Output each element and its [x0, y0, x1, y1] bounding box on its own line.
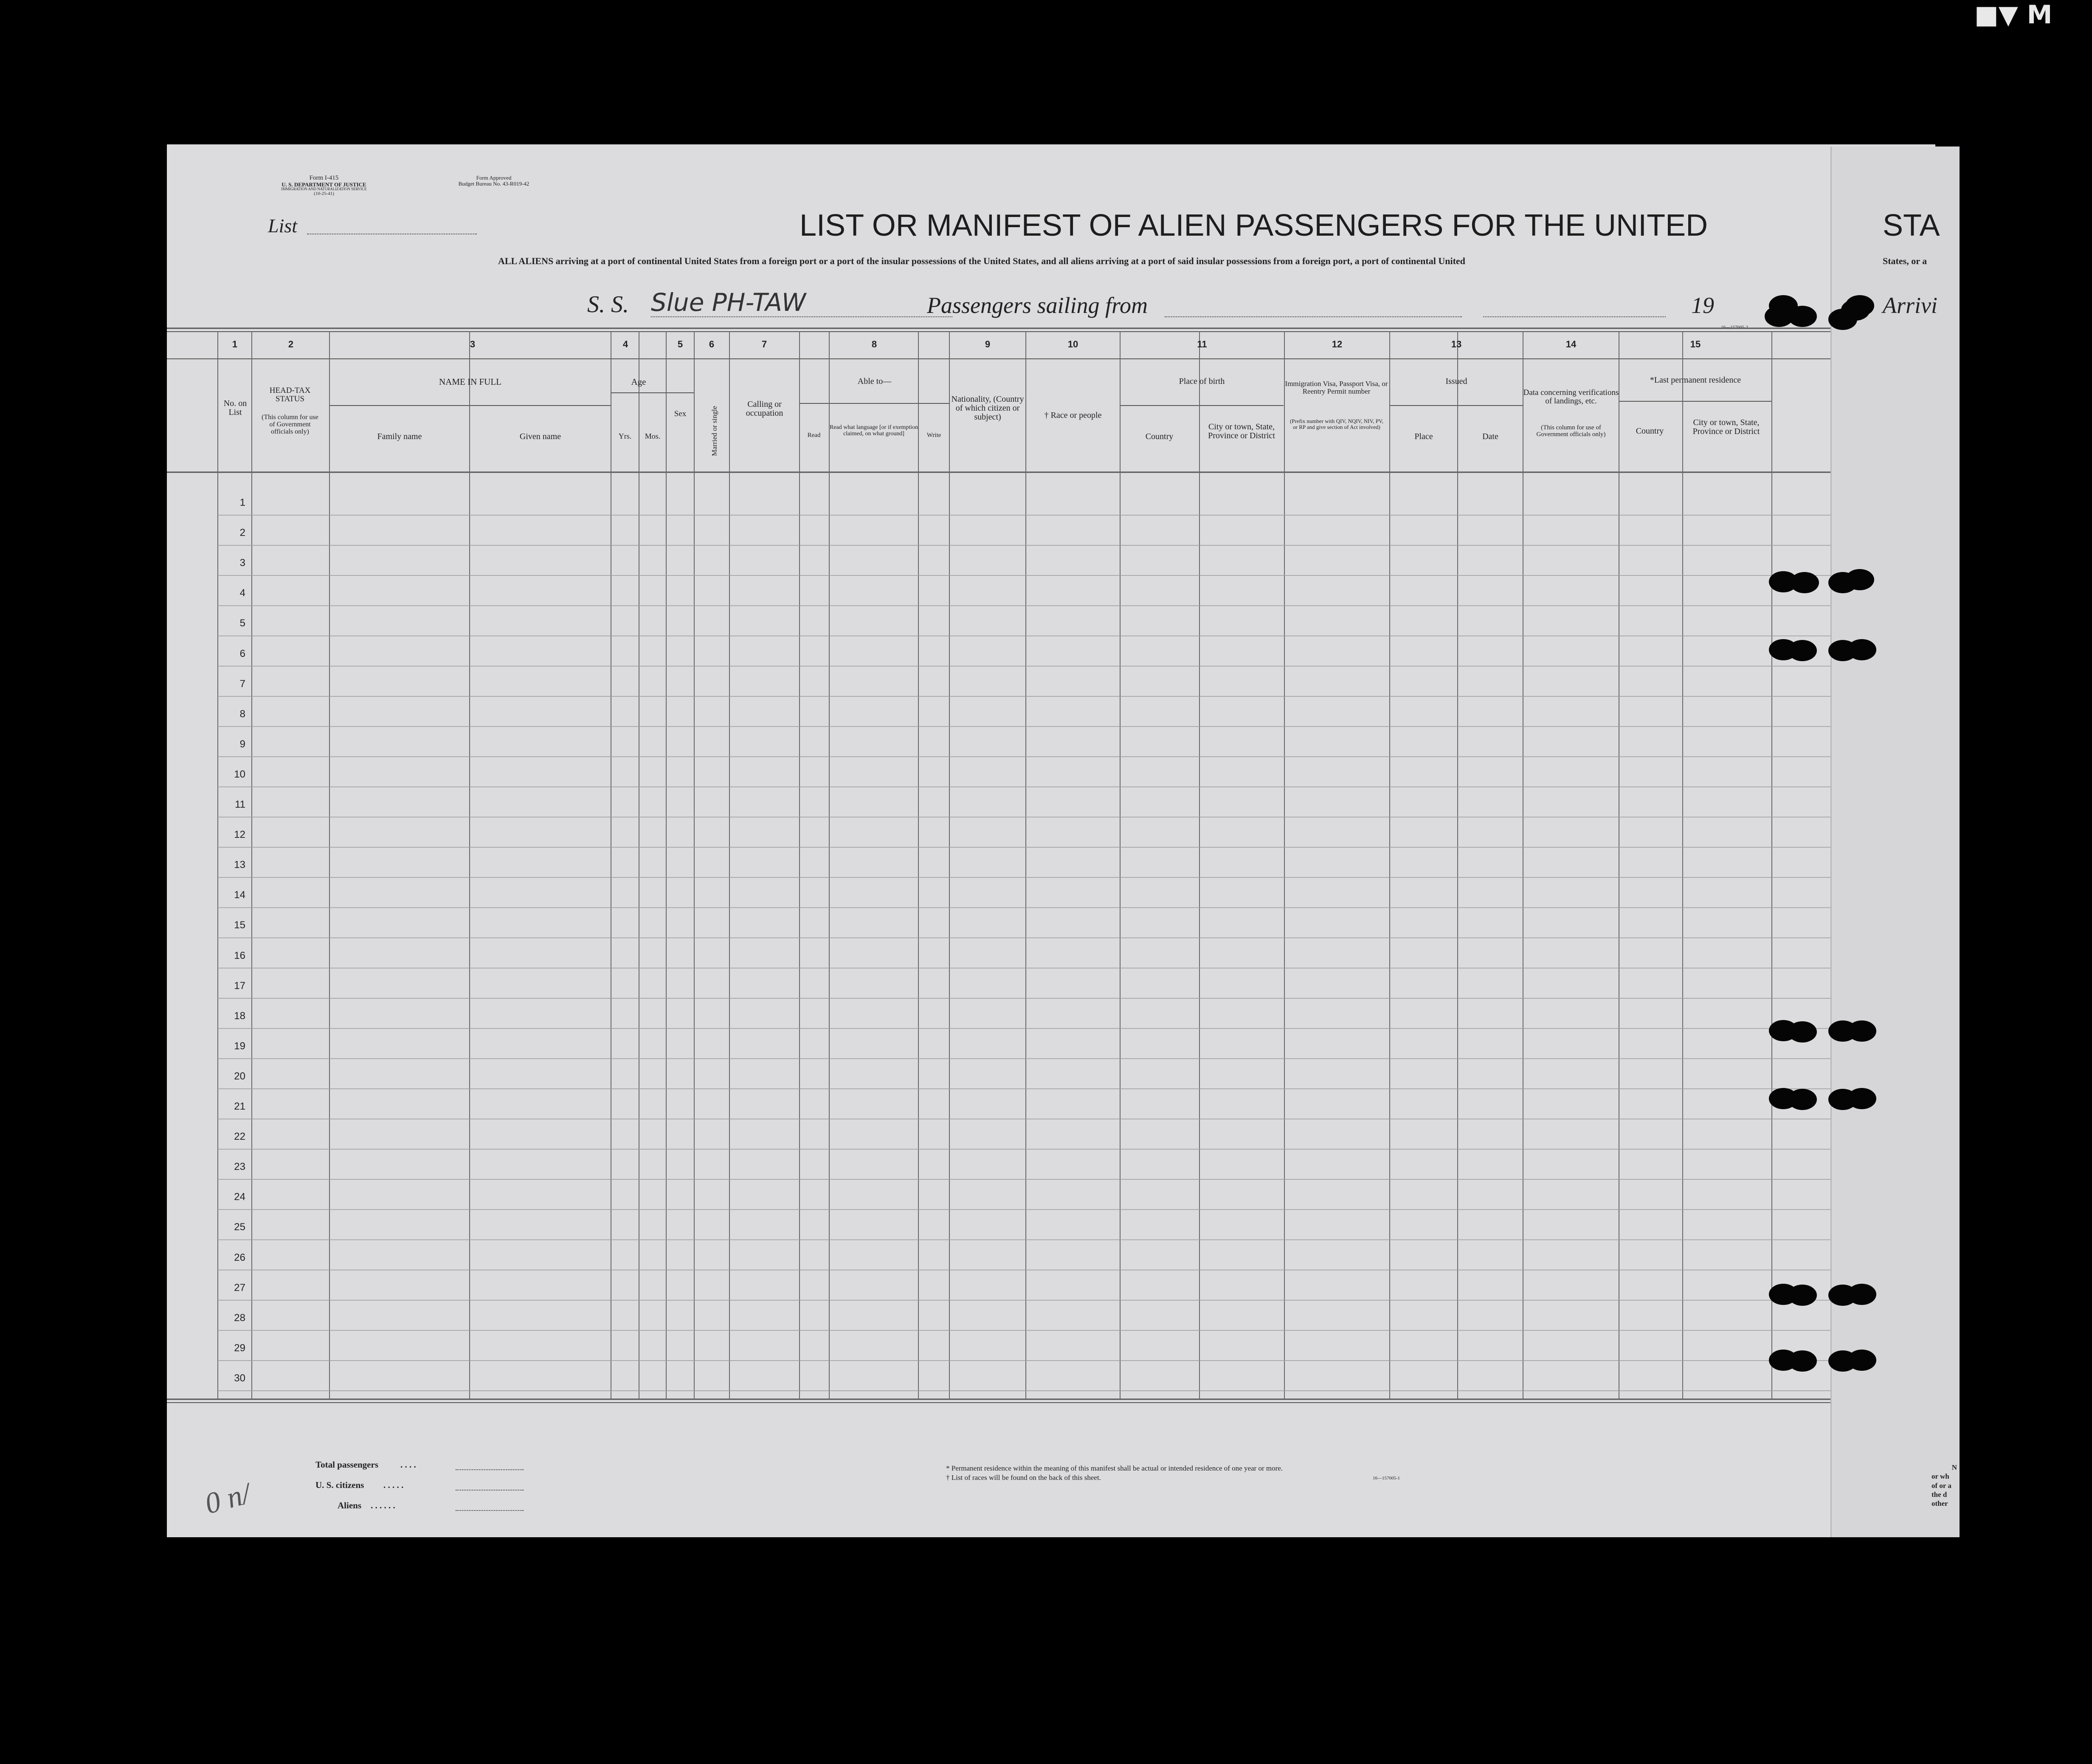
header-yrs: Yrs. [618, 432, 632, 440]
row-number-left: 25 [234, 1221, 245, 1233]
punch-hole [1788, 1089, 1817, 1110]
row-number-left: 7 [239, 678, 245, 690]
row-number-left: 11 [235, 799, 245, 810]
us-citizens-label: U. S. citizens [315, 1480, 364, 1490]
row-number-left: 15 [234, 919, 245, 931]
header-verification: Data concerning verifications of landings, etc. [1523, 388, 1619, 406]
aliens-blank [456, 1510, 524, 1511]
row-number-left: 3 [239, 557, 245, 569]
row-number-left: 30 [234, 1372, 245, 1384]
column-number: 12 [1332, 339, 1343, 349]
title-continued: STA [1883, 209, 1940, 242]
column-number: 3 [470, 339, 476, 349]
header-place-of-birth: Place of birth [1179, 377, 1225, 386]
header-mos: Mos. [645, 432, 661, 440]
row-number-left: 28 [234, 1312, 245, 1324]
row-number-left: 21 [234, 1101, 245, 1112]
column-number: 4 [622, 339, 628, 349]
row-number-left: 23 [234, 1161, 245, 1173]
fragment-line-3: of or a [1932, 1481, 1951, 1490]
row-number-left: 19 [234, 1040, 245, 1052]
header-calling: Calling or occupation [746, 400, 783, 418]
arriving-label: Arrivi [1883, 293, 1937, 318]
header-head-tax-note: (This column for use of Government officials only) [262, 414, 318, 435]
budget-number: Budget Bureau No. 43-R019-42 [458, 180, 529, 187]
right-fragment-text [1932, 1463, 1957, 1508]
row-number-left: 17 [234, 980, 245, 992]
fragment-line-1: N [1951, 1463, 1957, 1471]
header-verification-note: (This column for use of Government officials only) [1536, 424, 1606, 438]
row-number-left: 6 [239, 648, 245, 659]
service: IMMIGRATION AND NATURALIZATION SERVICE [281, 187, 367, 192]
header-birth-city: City or town, State, Province or District [1208, 422, 1275, 440]
table-grid [167, 144, 1935, 1537]
header-residence-city: City or town, State, Province or District [1692, 418, 1760, 436]
header-name-in-full: NAME IN FULL [439, 377, 501, 387]
ship-name: Slue PH-TAW [651, 288, 806, 317]
row-number-left: 9 [239, 738, 245, 750]
row-number-left: 14 [234, 889, 245, 901]
header-head-tax: HEAD-TAX STATUS [269, 386, 311, 403]
sailing-label: Passengers sailing from [927, 293, 1148, 318]
handwritten-margin-note: 0 n/ [201, 1477, 254, 1521]
ss-label: S. S. [587, 291, 629, 318]
header-no-on-list: No. on List [223, 399, 247, 417]
row-number-left: 13 [234, 859, 245, 871]
page-title: LIST OR MANIFEST OF ALIEN PASSENGERS FOR THE UNITED [800, 209, 1708, 242]
header-issued-date: Date [1482, 432, 1498, 441]
punch-hole [1847, 1088, 1876, 1109]
header-birth-country: Country [1145, 432, 1174, 441]
header-residence-country: Country [1636, 426, 1664, 436]
manifest-sheet [167, 144, 1935, 1537]
header-sex: Sex [674, 409, 687, 418]
punch-hole [1788, 1021, 1817, 1043]
header-read: Read [807, 432, 821, 439]
total-passengers-blank [456, 1469, 524, 1470]
header-issued: Issued [1445, 377, 1467, 386]
row-number-left: 16 [234, 950, 245, 961]
column-number: 1 [232, 339, 238, 349]
header-visa-note: (Prefix number with QIV, NQIV, NIV, PV, or RP and give section of Act involved) [1290, 418, 1384, 430]
row-number-left: 22 [234, 1131, 245, 1143]
row-number-left: 5 [239, 617, 245, 629]
fragment-line-4: the d [1932, 1490, 1947, 1499]
aliens-label: Aliens [338, 1500, 362, 1510]
header-race: † Race or people [1044, 411, 1102, 420]
punch-hole [1788, 640, 1817, 661]
list-label: List [268, 215, 298, 237]
header-given-name: Given name [519, 432, 561, 441]
column-number: 13 [1451, 339, 1462, 349]
punch-hole [1847, 1020, 1876, 1042]
punch-hole [1765, 306, 1794, 327]
header-read-language: Read what language [or if exemption claimed, on what ground] [830, 424, 918, 437]
row-number-left: 29 [234, 1342, 245, 1354]
row-number-left: 27 [234, 1282, 245, 1293]
row-number-left: 18 [234, 1010, 245, 1022]
punch-hole [1847, 1350, 1876, 1371]
row-number-left: 20 [234, 1070, 245, 1082]
subtitle-continued: States, or a [1883, 256, 1927, 266]
fragment-line-5: other [1932, 1499, 1948, 1508]
total-passengers-label: Total passengers [315, 1460, 378, 1470]
column-number: 6 [709, 339, 715, 349]
column-number: 7 [761, 339, 767, 349]
form-number: Form I-415 [309, 175, 339, 181]
punch-hole [1847, 639, 1876, 660]
column-number: 8 [871, 339, 877, 349]
header-visa: Immigration Visa, Passport Visa, or Reentry Permit number [1285, 380, 1388, 395]
us-citizens-blank [456, 1490, 524, 1491]
column-number: 14 [1565, 339, 1577, 349]
header-last-residence: *Last permanent residence [1650, 375, 1741, 385]
corner-marks: ■▼ M [1974, 0, 2053, 30]
header-age: Age [631, 377, 646, 387]
header-able-to: Able to— [857, 377, 892, 386]
column-number: 2 [288, 339, 294, 349]
row-number-left: 4 [239, 587, 245, 599]
row-number-left: 12 [234, 829, 245, 841]
column-number: 15 [1690, 339, 1701, 349]
row-number-left: 1 [239, 497, 245, 508]
total-passengers-dots: . . . . [400, 1460, 416, 1470]
header-issued-place: Place [1414, 432, 1433, 441]
edition: (10-25-41) [314, 191, 334, 196]
year-prefix: 19 [1691, 293, 1714, 318]
column-number: 5 [677, 339, 683, 349]
punch-hole [1847, 1284, 1876, 1305]
row-number-left: 10 [234, 768, 245, 780]
subtitle: ALL ALIENS arriving at a port of continental United States from a foreign port or a port of the insular possessions of the United States, and all aliens arriving at a port of said insular possessions from a foreign port, a port of continental United [498, 256, 1465, 266]
footnote-code: 16—157005-1 [1373, 1476, 1400, 1481]
continuation-page-edge [1830, 147, 1960, 1537]
us-citizens-dots: . . . . . [383, 1480, 404, 1490]
row-number-left: 24 [234, 1191, 245, 1203]
punch-hole [1841, 299, 1870, 321]
column-number: 10 [1067, 339, 1078, 349]
header-write: Write [926, 432, 941, 439]
footnote-races: † List of races will be found on the back of this sheet. [946, 1474, 1101, 1482]
header-nationality: Nationality, (Country of which citizen or subject) [951, 395, 1024, 422]
aliens-dots: . . . . . . [371, 1500, 395, 1510]
row-number-left: 8 [239, 708, 245, 720]
punch-hole [1788, 1285, 1817, 1306]
column-number: 9 [985, 339, 991, 349]
punch-hole [1788, 1350, 1817, 1372]
column-number: 11 [1197, 339, 1207, 349]
row-number-left: 2 [239, 527, 245, 539]
header-family-name: Family name [377, 432, 422, 441]
footnote-residence: * Permanent residence within the meaning of this manifest shall be actual or intended residence of one year or more. [946, 1464, 1283, 1472]
department: U. S. DEPARTMENT OF JUSTICE [282, 181, 366, 188]
print-code: 16—157005-2 [1721, 325, 1748, 330]
header-married: Married or single [710, 406, 718, 456]
form-approved: Form Approved [476, 175, 512, 181]
punch-hole [1790, 572, 1819, 593]
fragment-line-2: or wh [1932, 1472, 1949, 1481]
punch-hole [1845, 569, 1874, 590]
row-number-left: 26 [234, 1251, 245, 1263]
